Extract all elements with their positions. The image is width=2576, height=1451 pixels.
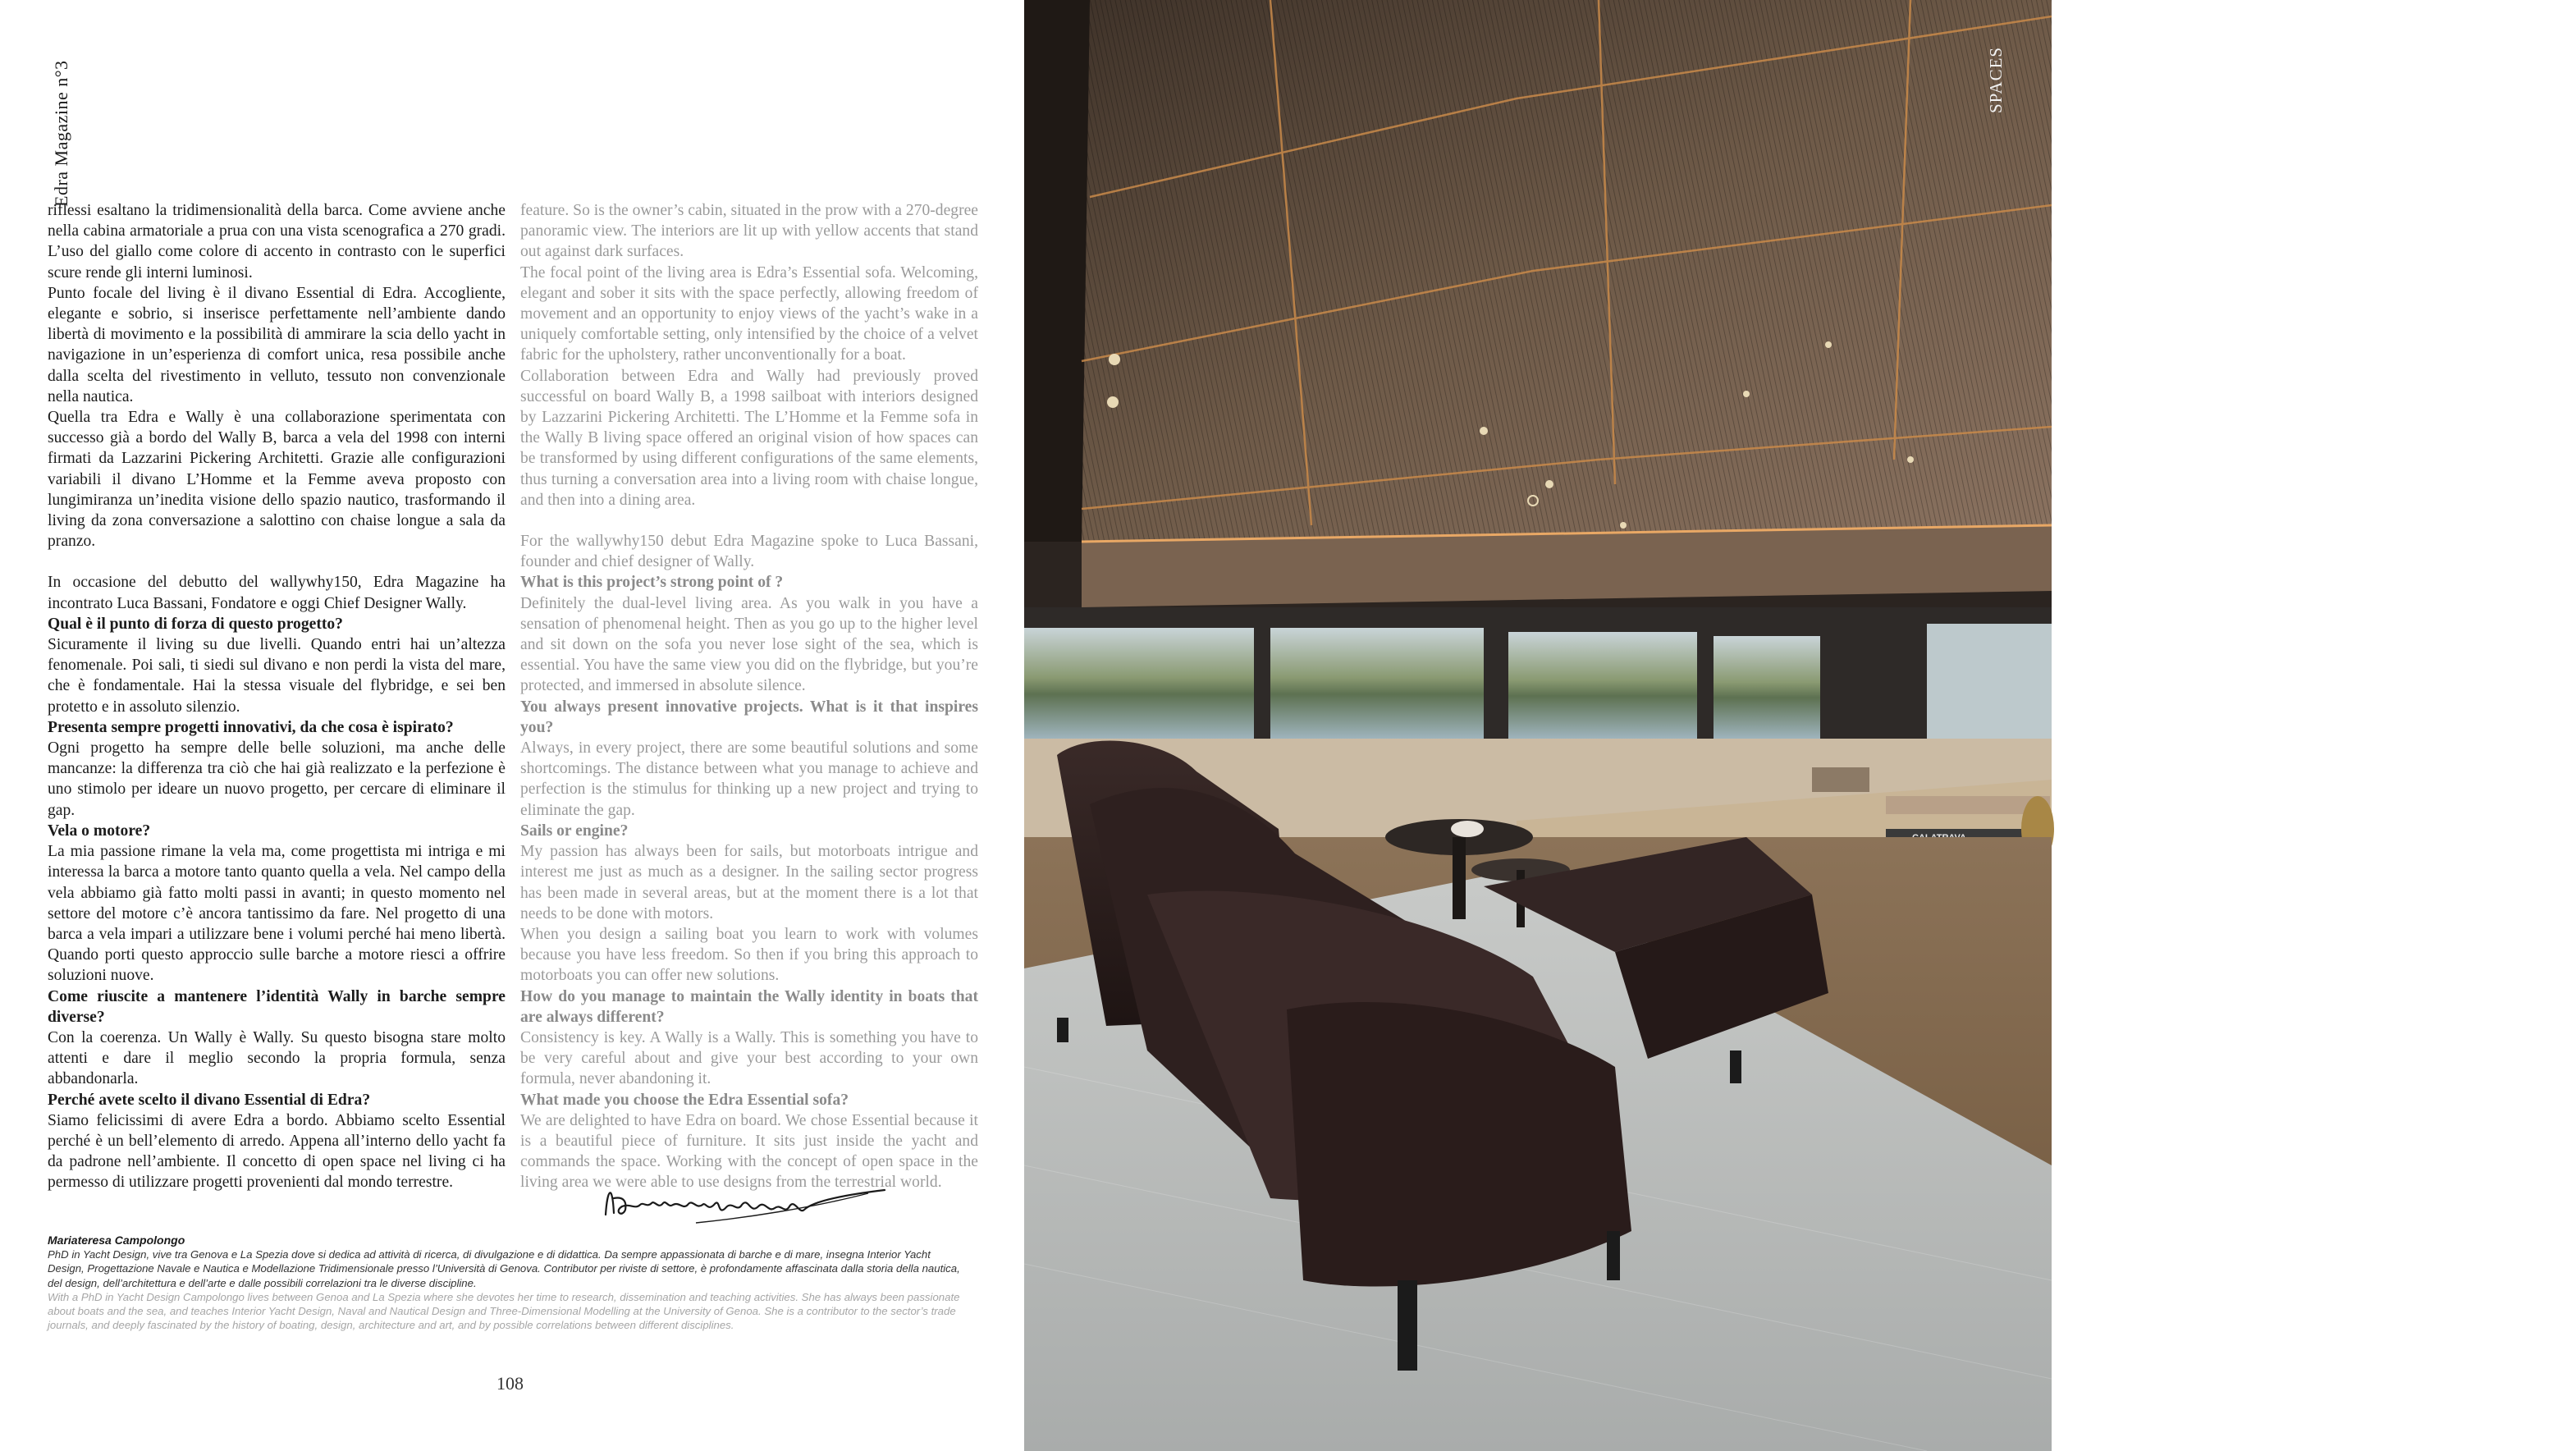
body-paragraph: Consistency is key. A Wally is a Wally. This is something you have to be very careful about and give your best according to your own formula, never abandoning it. bbox=[520, 1028, 978, 1088]
paragraph-spacer bbox=[48, 552, 506, 572]
magazine-title: Edra Magazine n°3 bbox=[51, 60, 71, 207]
interview-question: What is this project’s strong point of ? bbox=[520, 574, 784, 592]
english-article-column bbox=[520, 200, 978, 1193]
page-number-right: 109 bbox=[2549, 1372, 2576, 1393]
paragraph-spacer bbox=[520, 510, 978, 531]
page-number-left: 108 bbox=[496, 1373, 524, 1394]
yacht-interior-photo bbox=[1024, 0, 2052, 1451]
author-bio bbox=[48, 1234, 967, 1332]
body-paragraph: riflessi esaltano la tridimensionalità della barca. Come avviene anche nella cabina armatoriale a prua con una vista scenografica a 270 gradi. L’uso del giallo come colore di accento in contrasto con le superfici scure rende gli interni luminosi. bbox=[48, 202, 506, 282]
interview-question: Vela o motore? bbox=[48, 822, 151, 840]
author-bio-italian: PhD in Yacht Design, vive tra Genova e La Spezia dove si dedica ad attività di ricerca, di divulgazione e di didattica. Da sempre appassionata di barche e di mare, insegna Interior Yacht Design, Progettazione Navale e Nautica e Modellazione Tridimensionale presso l’Università di Genova. Contributor per riviste di settore, è profondamente affascinata dalla storia della nautica, del design, dell’architettura e dell’arte e dalle possibili correlazioni tra le diverse discipline. bbox=[48, 1248, 960, 1289]
interview-question: Presenta sempre progetti innovativi, da che cosa è ispirato? bbox=[48, 718, 454, 736]
left-page bbox=[0, 0, 1024, 1451]
body-paragraph: Always, in every project, there are some beautiful solutions and some shortcomings. The distance between what you manage to achieve and perfection is the stimulus for thinking up a new project and trying to eliminate the gap. bbox=[520, 739, 978, 819]
body-paragraph: feature. So is the owner’s cabin, situated in the prow with a 270-degree panoramic view. The interiors are lit up with yellow accents that stand out against dark surfaces. bbox=[520, 202, 978, 261]
interview-question: Come riuscite a mantenere l’identità Wally in barche sempre diverse? bbox=[48, 987, 506, 1026]
interview-question: Qual è il punto di forza di questo progetto? bbox=[48, 615, 343, 633]
interview-question: Perché avete scelto il divano Essential di Edra? bbox=[48, 1091, 371, 1109]
interview-question: You always present innovative projects. What is it that inspires you? bbox=[520, 698, 978, 736]
body-paragraph: For the wallywhy150 debut Edra Magazine spoke to Luca Bassani, founder and chief designer of Wally. bbox=[520, 533, 978, 571]
section-title: SPACES bbox=[1986, 46, 2006, 113]
body-paragraph: The focal point of the living area is Edra’s Essential sofa. Welcoming, elegant and sober it sits with the space perfectly, allowing freedom of movement and an opportunity to enjoy views of the yacht’s wake in a uniquely comfortable setting, only intensified by the choice of a velvet fabric for the upholstery, rather unconventionally for a boat. bbox=[520, 263, 978, 364]
body-paragraph: Ogni progetto ha sempre delle belle soluzioni, ma anche delle mancanze: la differenza tra ciò che hai già realizzato e la perfezione è uno stimolo per ideare un nuovo progetto, per cercare di eliminare il gap. bbox=[48, 739, 506, 819]
body-paragraph: Con la coerenza. Un Wally è Wally. Su questo bisogna stare molto attenti e dare il meglio secondo la propria formula, senza abbandonarla. bbox=[48, 1028, 506, 1088]
italian-article-column bbox=[48, 200, 506, 1193]
running-head bbox=[51, 51, 71, 207]
right-page bbox=[1024, 0, 2576, 1451]
author-signature bbox=[597, 1165, 909, 1239]
body-paragraph: Sicuramente il living su due livelli. Quando entri hai un’altezza fenomenale. Poi sali, ti siedi sul divano e non perdi la vista del mare, che è fondamentale. Hai la stessa visuale del flybridge, e sei ben protetto e in assoluto silenzio. bbox=[48, 636, 506, 716]
body-paragraph: My passion has always been for sails, but motorboats intrigue and interest me just as much as a designer. In the sailing sector progress has been made in several areas, but at the moment there is a lot that needs to be done with motors. bbox=[520, 843, 978, 922]
body-paragraph: Quella tra Edra e Wally è una collaborazione sperimentata con successo già a bordo del Wally B, barca a vela del 1998 con interni firmati da Lazzarini Pickering Architetti. Grazie alle configurazioni variabili il divano L’Homme et la Femme aveva proposto con lungimiranza un’inedita visione dello spazio nautico, trasformando il living da zona conversazione a salottino con chaise longue a sala da pranzo. bbox=[48, 409, 506, 551]
author-bio-english: With a PhD in Yacht Design Campolongo lives between Genoa and La Spezia where she devotes her time to research, dissemination and teaching activities. She has always been passionate about boats and the sea, and teaches Interior Yacht Design, Naval and Nautical Design and Three-Dimensional Modelling at the University of Genoa. She is a contributor to the sector’s trade journals, and deeply fascinated by the history of boating, design, architecture and art, and by possible correlations between different disciplines. bbox=[48, 1290, 960, 1332]
section-label bbox=[1986, 46, 2006, 113]
body-paragraph: When you design a sailing boat you learn to work with volumes because you have less freedom. So then if you bring this approach to motorboats you can offer new solutions. bbox=[520, 925, 978, 985]
body-paragraph: Siamo felicissimi di avere Edra a bordo. Abbiamo scelto Essential perché è un bell’elemento di arredo. Appena all’interno dello yacht fa da padrone nell’ambiente. Il concetto di open space nel living ci ha permesso di utilizzare progetti provenienti dal mondo terrestre. bbox=[48, 1111, 506, 1192]
body-paragraph: Collaboration between Edra and Wally had previously proved successful on board Wally B, a 1998 sailboat with interiors designed by Lazzarini Pickering Architetti. The L’Homme et la Femme sofa in the Wally B living space offered an original vision of how spaces can be transformed by using different configurations of the same elements, thus turning a conversation area into a living room with chaise longue, and then into a dining area. bbox=[520, 367, 978, 509]
interview-question: What made you choose the Edra Essential sofa? bbox=[520, 1091, 849, 1109]
body-paragraph: We are delighted to have Edra on board. We chose Essential because it is a beautiful piece of furniture. It sits just inside the yacht and commands the space. Working with the concept of open space in the living area we were able to use designs from the terrestrial world. bbox=[520, 1111, 978, 1192]
body-paragraph: La mia passione rimane la vela ma, come progettista mi intriga e mi interessa la barca a motore tanto quanto quella a vela. Nel campo della vela abbiamo già fatto molti passi in avanti; in questo momento nel settore del motore c’è ancora tantissimo da fare. Nel progetto di una barca a vela impari a utilizzare bene i volumi perché hai meno libertà. Quando porti questo approccio sulle barche a motore riesci a offrire soluzioni nuove. bbox=[48, 843, 506, 985]
body-paragraph: Definitely the dual-level living area. As you walk in you have a sensation of phenomenal height. Then as you go up to the higher level and sit down on the sofa you never lose sight of the sea, which is essential. You have the same view you did on the flybridge, but you’re protected, and immersed in absolute silence. bbox=[520, 594, 978, 695]
interview-question: How do you manage to maintain the Wally identity in boats that are always different? bbox=[520, 987, 978, 1026]
author-name: Mariateresa Campolongo bbox=[48, 1234, 185, 1247]
body-paragraph: In occasione del debutto del wallywhy150, Edra Magazine ha incontrato Luca Bassani, Fondatore e oggi Chief Designer Wally. bbox=[48, 574, 506, 612]
body-paragraph: Punto focale del living è il divano Essential di Edra. Accogliente, elegante e sobrio, si inserisce perfettamente nell’ambiente dando libertà di movimento e la possibilità di ammirare la scia dello yacht in navigazione in un’esperienza di comfort unica, resa possibile anche dalla scelta del rivestimento in velluto, tessuto non convenzionale nella nautica. bbox=[48, 284, 506, 405]
interview-question: Sails or engine? bbox=[520, 822, 629, 840]
